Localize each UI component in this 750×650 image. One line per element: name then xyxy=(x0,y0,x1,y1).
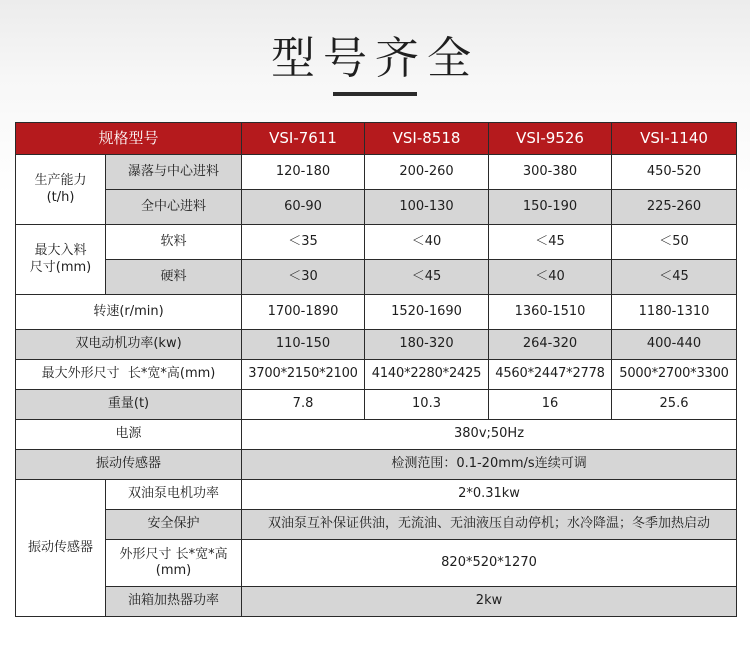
table-row xyxy=(16,225,737,260)
table-row xyxy=(16,330,737,360)
spec-table xyxy=(15,122,737,617)
row-label: 转速(r/min) xyxy=(16,295,242,330)
row-label: 硬料 xyxy=(106,260,242,295)
title-underline xyxy=(333,92,417,96)
model-header: VSI-9526 xyxy=(489,123,612,155)
table-cell: 60-90 xyxy=(242,190,365,225)
table-cell: 1180-1310 xyxy=(612,295,737,330)
row-label: 最大外形尺寸 长*宽*高(mm) xyxy=(16,360,242,390)
table-cell: ＜35 xyxy=(242,225,365,260)
max-feed-group-label: 最大入料 尺寸(mm) xyxy=(16,225,106,295)
table-cell: 150-190 xyxy=(489,190,612,225)
table-cell: 10.3 xyxy=(365,390,489,420)
capacity-group-label: 生产能力 (t/h) xyxy=(16,155,106,225)
row-label: 安全保护 xyxy=(106,510,242,540)
table-cell: ＜50 xyxy=(612,225,737,260)
page-title: 型号齐全 xyxy=(271,33,479,84)
model-header: VSI-8518 xyxy=(365,123,489,155)
table-cell: 7.8 xyxy=(242,390,365,420)
table-row xyxy=(16,450,737,480)
table-cell: 120-180 xyxy=(242,155,365,190)
row-label: 重量(t) xyxy=(16,390,242,420)
row-label: 双油泵电机功率 xyxy=(106,480,242,510)
table-cell: 380v;50Hz xyxy=(242,420,737,450)
table-cell: 4560*2447*2778 xyxy=(489,360,612,390)
table-row xyxy=(16,540,737,587)
lube-group-label: 振动传感器 xyxy=(16,480,106,617)
table-cell: ＜45 xyxy=(365,260,489,295)
table-cell: 3700*2150*2100 xyxy=(242,360,365,390)
table-cell: 264-320 xyxy=(489,330,612,360)
table-cell: 双油泵互补保证供油，无流油、无油液压自动停机；水冷降温；冬季加热启动 xyxy=(242,510,737,540)
row-label: 全中心进料 xyxy=(106,190,242,225)
table-cell: 1700-1890 xyxy=(242,295,365,330)
table-cell: ＜30 xyxy=(242,260,365,295)
table-cell: 25.6 xyxy=(612,390,737,420)
table-row xyxy=(16,480,737,510)
table-cell: 检测范围：0.1-20mm/s连续可调 xyxy=(242,450,737,480)
table-row xyxy=(16,260,737,295)
table-row xyxy=(16,390,737,420)
table-cell: 4140*2280*2425 xyxy=(365,360,489,390)
table-cell: 820*520*1270 xyxy=(242,540,737,587)
table-cell: 110-150 xyxy=(242,330,365,360)
row-label: 软料 xyxy=(106,225,242,260)
row-label: 瀑落与中心进料 xyxy=(106,155,242,190)
table-cell: 200-260 xyxy=(365,155,489,190)
model-header: VSI-1140 xyxy=(612,123,737,155)
table-cell: 300-380 xyxy=(489,155,612,190)
table-header-row xyxy=(16,123,737,155)
table-cell: 100-130 xyxy=(365,190,489,225)
table-cell: 450-520 xyxy=(612,155,737,190)
table-row xyxy=(16,360,737,390)
table-row xyxy=(16,587,737,617)
table-cell: ＜40 xyxy=(365,225,489,260)
table-row xyxy=(16,295,737,330)
table-row xyxy=(16,420,737,450)
model-header: VSI-7611 xyxy=(242,123,365,155)
row-label: 振动传感器 xyxy=(16,450,242,480)
table-cell: 1520-1690 xyxy=(365,295,489,330)
table-row xyxy=(16,510,737,540)
table-cell: 2kw xyxy=(242,587,737,617)
row-label: 双电动机功率(kw) xyxy=(16,330,242,360)
table-cell: 2*0.31kw xyxy=(242,480,737,510)
table-cell: ＜45 xyxy=(489,225,612,260)
table-cell: 16 xyxy=(489,390,612,420)
table-cell: 400-440 xyxy=(612,330,737,360)
table-cell: 1360-1510 xyxy=(489,295,612,330)
table-cell: ＜40 xyxy=(489,260,612,295)
table-row xyxy=(16,155,737,190)
row-label: 电源 xyxy=(16,420,242,450)
table-cell: 225-260 xyxy=(612,190,737,225)
row-label: 油箱加热器功率 xyxy=(106,587,242,617)
row-label: 外形尺寸 长*宽*高 (mm) xyxy=(106,540,242,587)
table-cell: 5000*2700*3300 xyxy=(612,360,737,390)
table-cell: 180-320 xyxy=(365,330,489,360)
table-cell: ＜45 xyxy=(612,260,737,295)
header-label: 规格型号 xyxy=(16,123,242,155)
table-row xyxy=(16,190,737,225)
